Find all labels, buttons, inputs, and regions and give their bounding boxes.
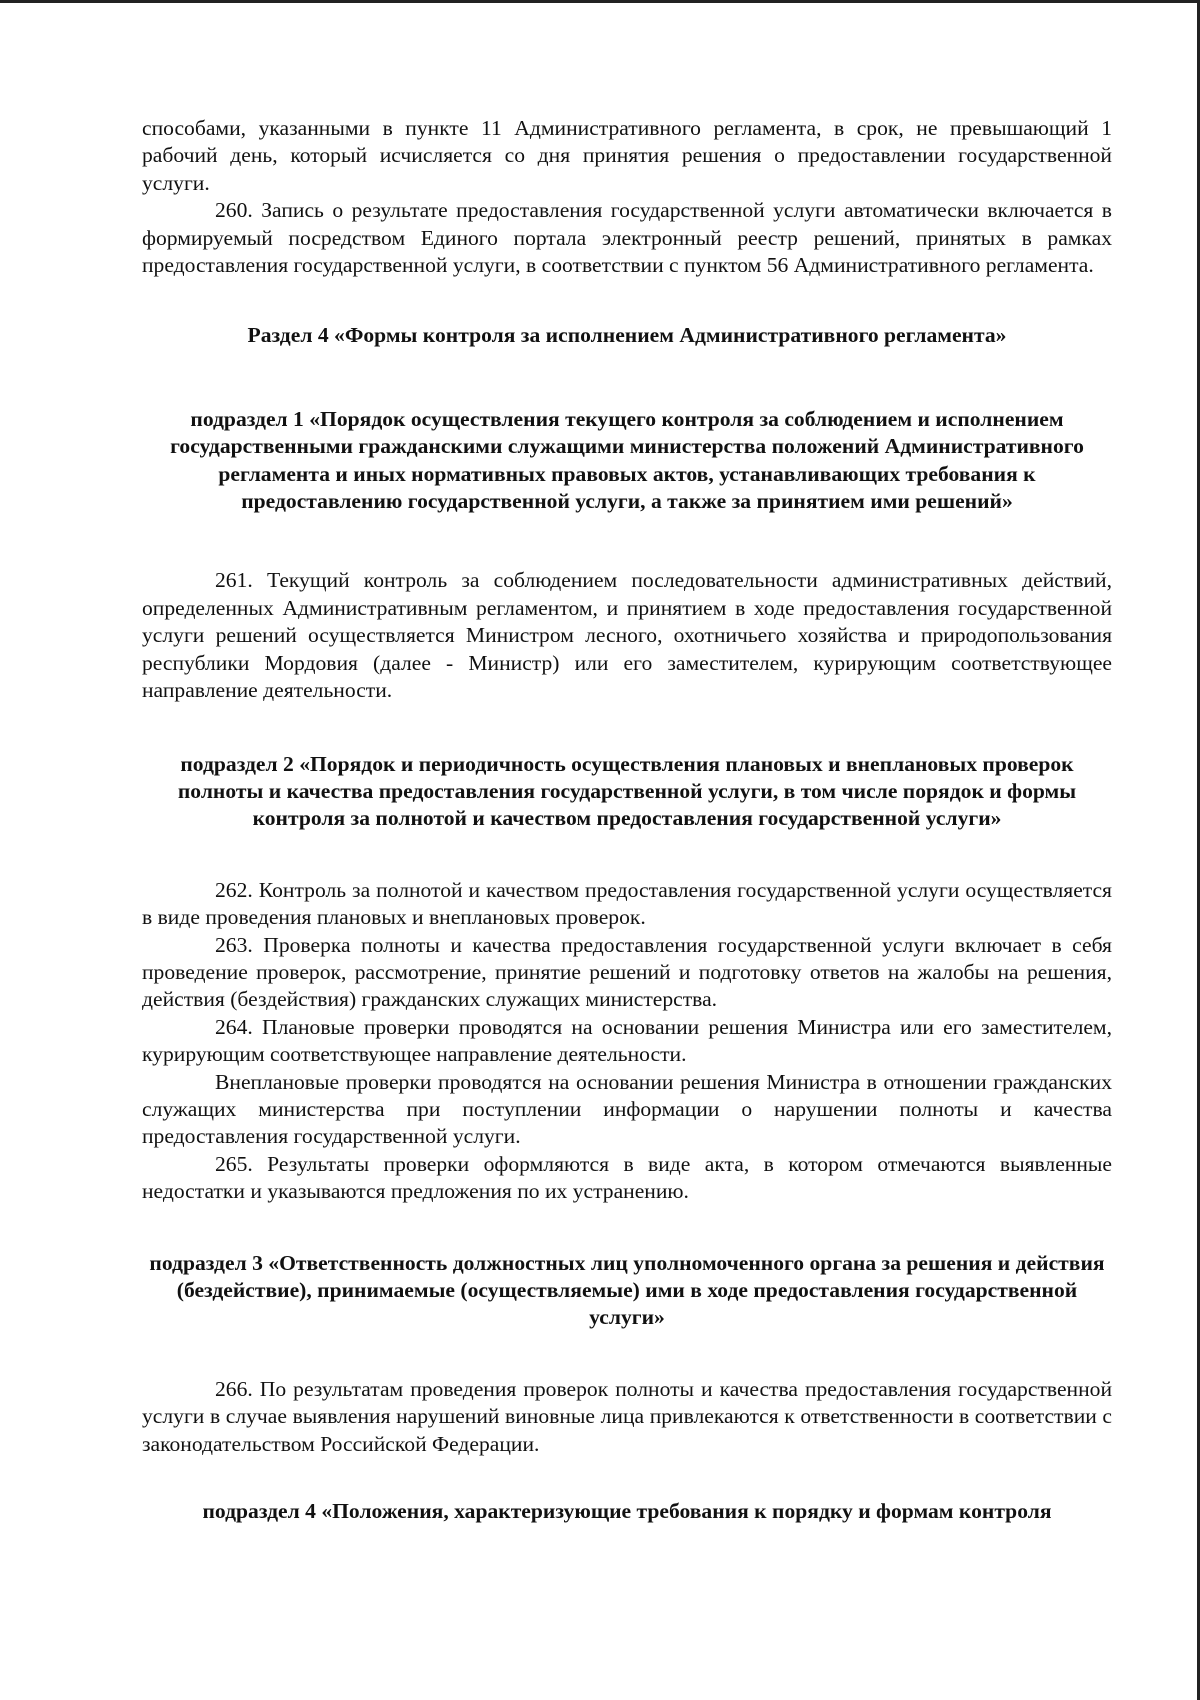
paragraph-265: 265. Результаты проверки оформляются в виде акта, в котором отмечаются выявленные недостатки и указываются предложения по их устранению. <box>142 1151 1112 1204</box>
paragraph-262: 262. Контроль за полнотой и качеством предоставления государственной услуги осуществляется в виде проведения плановых и внеплановых проверок. <box>142 877 1112 930</box>
subsection-3-heading: подраздел 3 «Ответственность должностных лиц уполномоченного органа за решения и действия (бездействие), принимаемые (осуществляемые) ими в ходе предоставления государственной услуги» <box>149 1250 1105 1330</box>
scan-border-top <box>0 0 1200 3</box>
paragraph-263: 263. Проверка полноты и качества предоставления государственной услуги включает в себя проведение проверок, рассмотрение, принятие решений и подготовку ответов на жалобы на решения, действия (бездействия) гражданских служащих министерства. <box>142 932 1112 1012</box>
subsection-1-heading: подраздел 1 «Порядок осуществления текущего контроля за соблюдением и исполнением государственными гражданскими служащими министерства положений Административного регламента и иных нормативных правовых актов, устанавливающих требования к предоставлению государственной услуги, а также за принятием ими решений» <box>170 406 1084 514</box>
paragraph-261: 261. Текущий контроль за соблюдением последовательности административных действий, определенных Административным регламентом, и принятием в ходе предоставления государственной услуги решений осуществляется Министром лесного, охотничьего хозяйства и природопользования республики Мордовия (далее - Министр) или его заместителем, курирующим соответствующее направление деятельности. <box>142 568 1112 703</box>
paragraph-266: 266. По результатам проведения проверок полноты и качества предоставления государственной услуги в случае выявления нарушений виновные лица привлекаются к ответственности в соответствии с законодательством Российской Федерации. <box>142 1376 1112 1456</box>
paragraph-264-continued: Внеплановые проверки проводятся на основании решения Министра в отношении гражданских служащих министерства при поступлении информации о нарушении полноты и качества предоставления государственной услуги. <box>142 1069 1112 1149</box>
subsection-2-heading: подраздел 2 «Порядок и периодичность осуществления плановых и внеплановых проверок полноты и качества предоставления государственной услуги, в том числе порядок и формы контроля за полнотой и качеством предоставления государственной услуги» <box>177 751 1077 831</box>
intro-paragraph: способами, указанными в пункте 11 Административного регламента, в срок, не превышающий 1 рабочий день, который исчисляется со дня принятия решения о предоставлении государственной услуги. <box>142 116 1112 195</box>
paragraph-264: 264. Плановые проверки проводятся на основании решения Министра или его заместителем, курирующим соответствующее направление деятельности. <box>142 1014 1112 1067</box>
section-4-heading: Раздел 4 «Формы контроля за исполнением Административного регламента» <box>247 323 1007 348</box>
subsection-4-heading: подраздел 4 «Положения, характеризующие требования к порядку и формам контроля <box>202 1499 1052 1524</box>
document-page <box>142 115 1112 1525</box>
paragraph-260: 260. Запись о результате предоставления государственной услуги автоматически включается в формируемый посредством Единого портала электронный реестр решений, принятых в рамках предоставления государственной услуги, в соответствии с пунктом 56 Административного регламента. <box>142 198 1112 278</box>
